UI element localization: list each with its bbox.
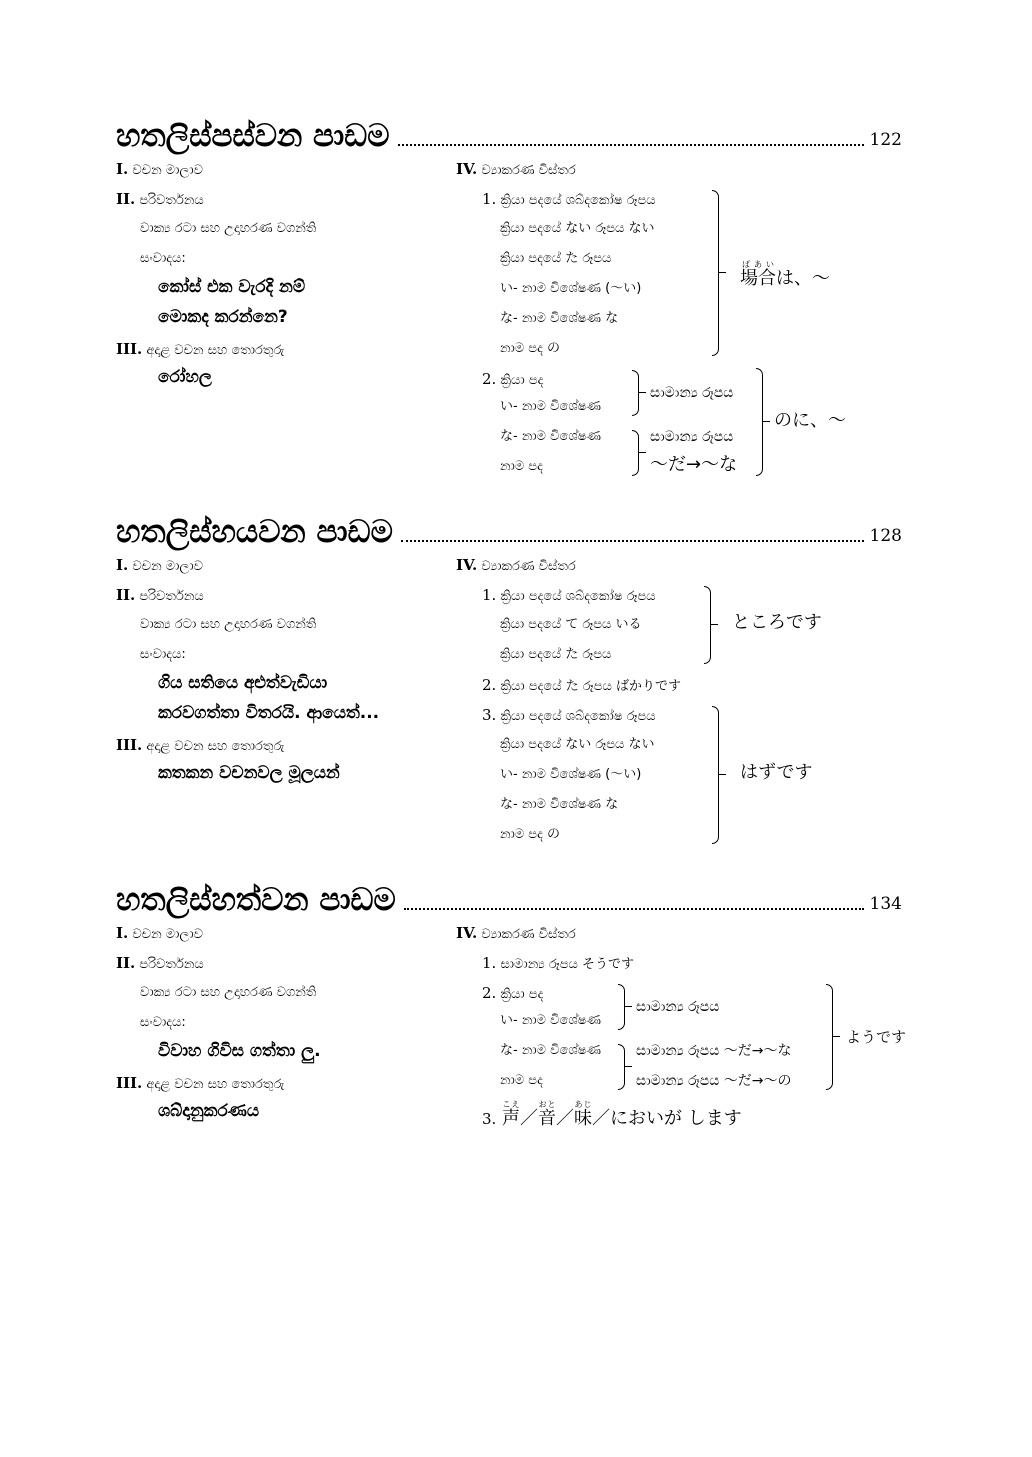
toc-subitem-conversation[interactable]: සංවාදය: [140, 251, 186, 266]
lesson-title: හතලිස්හයවන පාඩම [116, 514, 393, 550]
leader-dots [401, 540, 864, 542]
grammar-pattern-noni: のに、～ [774, 410, 846, 431]
grammar-item: い- නාම විශේෂණ [500, 399, 602, 414]
brace [618, 1044, 625, 1090]
grammar-item: ක්‍රියා පදයේ た රූපය [500, 647, 612, 662]
toc-item-grammar[interactable]: IV. ව්‍යාකරණ විස්තර [456, 924, 576, 942]
grammar-pattern-baai: 場合ばあいは、～ [740, 260, 830, 289]
brace [826, 984, 833, 1090]
grammar-form: සාමාන්‍ය රූපය [636, 999, 720, 1015]
grammar-pattern-tokorodesu: ところです [732, 612, 822, 633]
toc-item-grammar[interactable]: IV. ව්‍යාකරණ විස්තර [456, 556, 576, 574]
toc-item-related-words[interactable]: III. අදාළ වචන සහ තොරතුරු [116, 736, 285, 754]
toc-subitem-conversation[interactable]: සංවාදය: [140, 1015, 186, 1030]
grammar-item: な- නාම විශේෂණ な [500, 311, 619, 326]
toc-subitem-sentence-patterns[interactable]: වාක්‍ය රටා සහ උදාහරණ වගන්ති [140, 985, 317, 1000]
grammar-item: 1. සාමාන්‍ය රූපය そうです [482, 954, 634, 972]
lesson-heading[interactable] [116, 876, 902, 920]
grammar-item: නාම පද の [500, 827, 561, 842]
lesson-heading[interactable] [116, 112, 902, 156]
grammar-form: සාමාන්‍ය රූපය ～だ→～な [636, 1043, 792, 1059]
grammar-item: い- නාම විශේෂණ (～い) [500, 281, 642, 296]
grammar-item: い- නාම විශේෂණ (～い) [500, 767, 642, 782]
grammar-item: な- නාම විශේෂණ [500, 429, 602, 444]
related-topic: කතකන වචනවල මූලයන් [158, 763, 340, 783]
related-topic: රෝහල [158, 367, 212, 387]
grammar-item: 2. ක්‍රියා පද [482, 984, 544, 1002]
toc-item-related-words[interactable]: III. අදාළ වචන සහ තොරතුරු [116, 1074, 285, 1092]
grammar-item: い- නාම විශේෂණ [500, 1013, 602, 1028]
grammar-item: ක්‍රියා පදයේ ない රූපය ない [500, 221, 655, 236]
brace [618, 984, 625, 1030]
toc-subitem-sentence-patterns[interactable]: වාක්‍ය රටා සහ උදාහරණ වගන්ති [140, 221, 317, 236]
grammar-form: සාමාන්‍ය රූපය [650, 385, 734, 401]
related-topic: ශබ්දානුකරණය [158, 1101, 260, 1121]
page-number: 134 [869, 894, 902, 914]
brace [632, 430, 639, 476]
grammar-form: සාමාන්‍ය රූපය ～だ→～の [636, 1073, 792, 1089]
brace [704, 586, 711, 664]
grammar-item: 2. ක්‍රියා පදයේ た රූපය ばかりです [482, 676, 681, 694]
brace [712, 706, 719, 844]
leader-dots [398, 144, 864, 146]
grammar-item: 2. ක්‍රියා පද [482, 370, 544, 388]
grammar-item: 1. ක්‍රියා පදයේ ශබ්දකෝෂ රූපය [482, 190, 656, 208]
grammar-pattern-youdesu: ようです [846, 1028, 907, 1046]
grammar-item: ක්‍රියා පදයේ た රූපය [500, 251, 612, 266]
grammar-item: ක්‍රියා පදයේ ない රූපය ない [500, 737, 655, 752]
brace [756, 368, 763, 476]
toc-item-translation[interactable]: II. පරිවර්තනය [116, 586, 204, 604]
toc-item-translation[interactable]: II. පරිවර්තනය [116, 954, 204, 972]
conversation-title-line2: කරවගත්තා විතරයි. ආයෙත්... [158, 703, 380, 723]
grammar-item: 1. ක්‍රියා පදයේ ශබ්දකෝෂ රූපය [482, 586, 656, 604]
brace [632, 370, 639, 416]
lesson-title: හතලිස්හත්වන පාඩම [116, 882, 396, 918]
grammar-item: නාම පද の [500, 341, 561, 356]
grammar-item: な- නාම විශේෂණ な [500, 797, 619, 812]
conversation-title-line1: කෝස් එක වැරදි නම් [158, 277, 306, 297]
conversation-title-line1: විවාහ ගිවිස ගත්තා ලු. [158, 1041, 321, 1061]
toc-subitem-sentence-patterns[interactable]: වාක්‍ය රටා සහ උදාහරණ වගන්ති [140, 617, 317, 632]
grammar-item: な- නාම විශේෂණ [500, 1043, 602, 1058]
brace [712, 190, 719, 356]
toc-item-translation[interactable]: II. පරිවර්තනය [116, 190, 204, 208]
grammar-form: සාමාන්‍ය රූපය [650, 429, 734, 445]
grammar-item: 3. ක්‍රියා පදයේ ශබ්දකෝෂ රූපය [482, 706, 656, 724]
grammar-item-koe-oto-aji: 3. 声こえ／音おと／味あじ／においが します [482, 1100, 742, 1129]
grammar-item: නාම පද [500, 459, 543, 474]
lesson-title: හතලිස්පස්වන පාඩම [116, 118, 390, 154]
grammar-item: ක්‍රියා පදයේ て රූපය いる [500, 617, 642, 632]
toc-item-vocabulary[interactable]: I. වචන මාලාව [116, 160, 203, 178]
grammar-form: ～だ→～な [650, 454, 738, 475]
toc-subitem-conversation[interactable]: සංවාදය: [140, 647, 186, 662]
conversation-title-line1: ගිය සතියෙ අළුත්වැඩියා [158, 673, 328, 693]
page-number: 128 [869, 526, 902, 546]
toc-item-vocabulary[interactable]: I. වචන මාලාව [116, 556, 203, 574]
conversation-title-line2: මොකද කරන්නෙ? [158, 307, 288, 327]
grammar-item: නාම පද [500, 1073, 543, 1088]
toc-item-vocabulary[interactable]: I. වචන මාලාව [116, 924, 203, 942]
grammar-pattern-hazudesu: はずです [740, 762, 813, 783]
lesson-heading[interactable] [116, 508, 902, 552]
page-number: 122 [869, 130, 902, 150]
toc-item-related-words[interactable]: III. අදාළ වචන සහ තොරතුරු [116, 340, 285, 358]
toc-item-grammar[interactable]: IV. ව්‍යාකරණ විස්තර [456, 160, 576, 178]
leader-dots [404, 908, 864, 910]
